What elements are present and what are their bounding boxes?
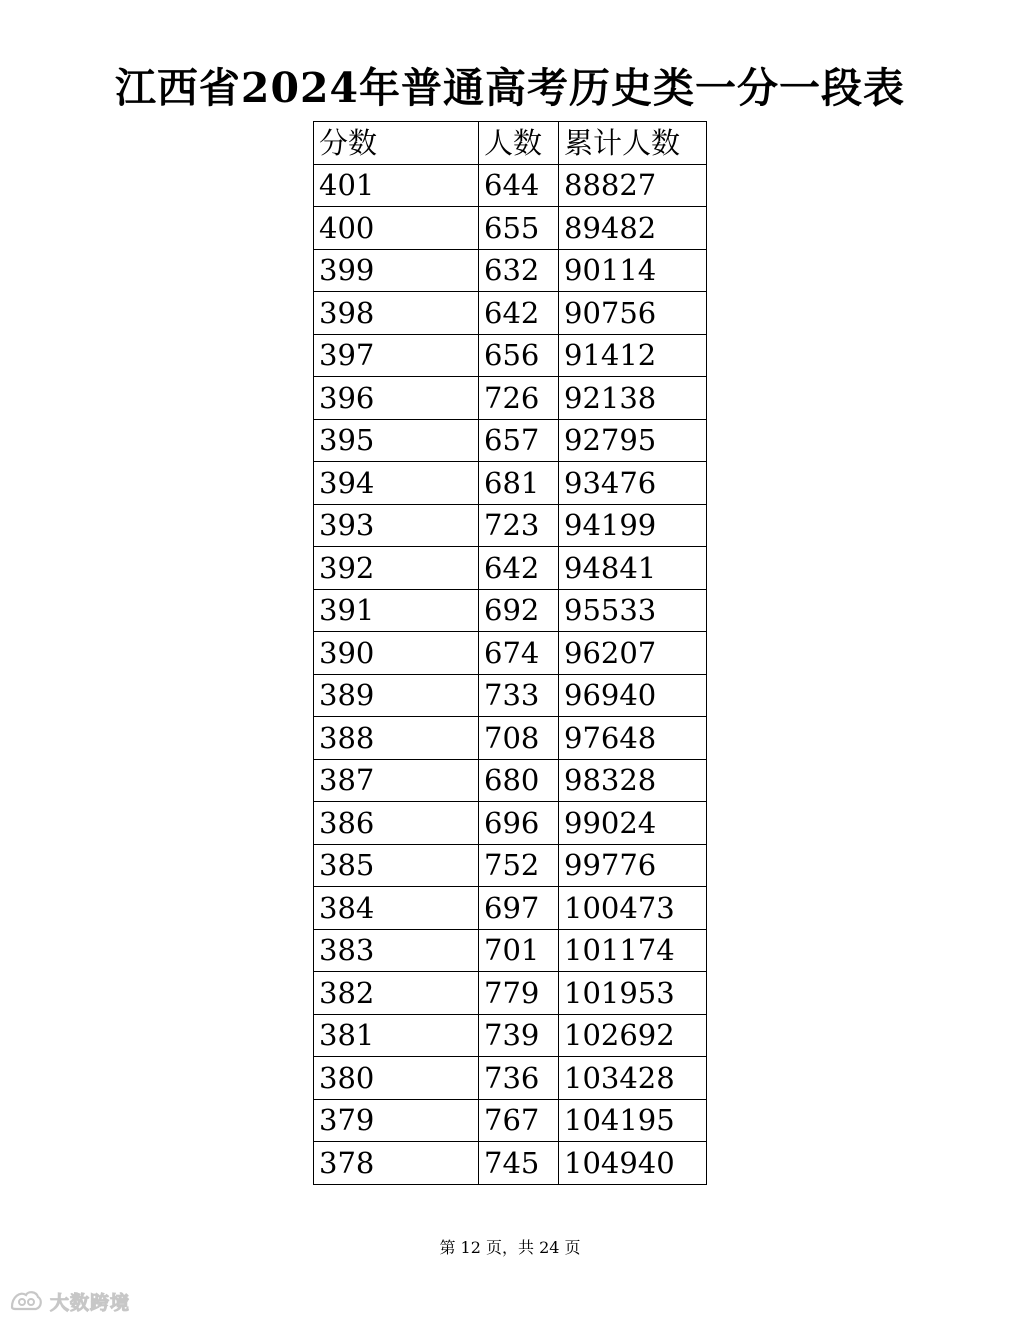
table-row (314, 1057, 707, 1100)
page-title: 江西省2024年普通高考历史类一分一段表 (114, 64, 906, 112)
cell-score: 400 (314, 207, 479, 250)
cell-count: 657 (479, 419, 559, 462)
table-row (314, 1142, 707, 1185)
table-body (314, 164, 707, 1184)
table-row (314, 377, 707, 420)
table-row (314, 419, 707, 462)
cell-cumulative: 102692 (559, 1014, 707, 1057)
cell-cumulative: 103428 (559, 1057, 707, 1100)
cell-score: 398 (314, 292, 479, 335)
table-row (314, 589, 707, 632)
cell-count: 736 (479, 1057, 559, 1100)
table-row (314, 929, 707, 972)
cell-count: 708 (479, 717, 559, 760)
cell-score: 385 (314, 844, 479, 887)
cell-score: 383 (314, 929, 479, 972)
cell-cumulative: 90756 (559, 292, 707, 335)
cell-score: 387 (314, 759, 479, 802)
cell-score: 380 (314, 1057, 479, 1100)
cell-score: 378 (314, 1142, 479, 1185)
table-row (314, 632, 707, 675)
cell-score: 388 (314, 717, 479, 760)
table-row (314, 759, 707, 802)
table-row (314, 1014, 707, 1057)
table-row (314, 887, 707, 930)
cell-score: 399 (314, 249, 479, 292)
cell-score: 395 (314, 419, 479, 462)
cell-cumulative: 96940 (559, 674, 707, 717)
cell-cumulative: 104195 (559, 1099, 707, 1142)
table-row (314, 504, 707, 547)
table-row (314, 674, 707, 717)
cell-count: 674 (479, 632, 559, 675)
cell-count: 701 (479, 929, 559, 972)
cell-score: 390 (314, 632, 479, 675)
cell-score: 389 (314, 674, 479, 717)
cell-cumulative: 97648 (559, 717, 707, 760)
cell-count: 642 (479, 547, 559, 590)
table-row (314, 717, 707, 760)
cell-count: 752 (479, 844, 559, 887)
table-row (314, 164, 707, 207)
table-row (314, 1099, 707, 1142)
cell-cumulative: 91412 (559, 334, 707, 377)
table-row (314, 972, 707, 1015)
cell-score: 397 (314, 334, 479, 377)
cell-cumulative: 100473 (559, 887, 707, 930)
cell-count: 632 (479, 249, 559, 292)
cell-cumulative: 96207 (559, 632, 707, 675)
cell-count: 739 (479, 1014, 559, 1057)
cell-cumulative: 104940 (559, 1142, 707, 1185)
cell-count: 656 (479, 334, 559, 377)
cell-cumulative: 94199 (559, 504, 707, 547)
table-header-row (314, 122, 707, 165)
cell-score: 391 (314, 589, 479, 632)
table-row (314, 547, 707, 590)
header-cumulative: 累计人数 (559, 122, 707, 165)
cell-cumulative: 92795 (559, 419, 707, 462)
cell-count: 642 (479, 292, 559, 335)
cell-count: 733 (479, 674, 559, 717)
cell-cumulative: 101174 (559, 929, 707, 972)
cell-count: 723 (479, 504, 559, 547)
page-footer: 第 12 页，共 24 页 (439, 1238, 581, 1257)
cell-score: 394 (314, 462, 479, 505)
header-score: 分数 (314, 122, 479, 165)
cell-count: 644 (479, 164, 559, 207)
table-row (314, 207, 707, 250)
cell-count: 681 (479, 462, 559, 505)
cell-count: 692 (479, 589, 559, 632)
cell-score: 393 (314, 504, 479, 547)
cell-score: 396 (314, 377, 479, 420)
cell-cumulative: 89482 (559, 207, 707, 250)
cell-score: 384 (314, 887, 479, 930)
cell-count: 726 (479, 377, 559, 420)
cell-cumulative: 98328 (559, 759, 707, 802)
cell-score: 381 (314, 1014, 479, 1057)
cell-score: 386 (314, 802, 479, 845)
cell-cumulative: 101953 (559, 972, 707, 1015)
header-count: 人数 (479, 122, 559, 165)
watermark (8, 1284, 130, 1318)
table-row (314, 844, 707, 887)
cell-count: 697 (479, 887, 559, 930)
cell-cumulative: 90114 (559, 249, 707, 292)
table-row (314, 462, 707, 505)
table-row (314, 334, 707, 377)
cell-score: 392 (314, 547, 479, 590)
cell-count: 655 (479, 207, 559, 250)
cell-score: 379 (314, 1099, 479, 1142)
cell-cumulative: 93476 (559, 462, 707, 505)
cell-cumulative: 88827 (559, 164, 707, 207)
cell-count: 745 (479, 1142, 559, 1185)
cell-count: 779 (479, 972, 559, 1015)
table-row (314, 249, 707, 292)
cell-cumulative: 92138 (559, 377, 707, 420)
score-distribution-table (313, 121, 707, 1185)
table-row (314, 292, 707, 335)
cell-score: 382 (314, 972, 479, 1015)
table-row (314, 802, 707, 845)
cell-cumulative: 99776 (559, 844, 707, 887)
cell-cumulative: 95533 (559, 589, 707, 632)
cell-score: 401 (314, 164, 479, 207)
cell-count: 680 (479, 759, 559, 802)
cell-cumulative: 99024 (559, 802, 707, 845)
cell-count: 767 (479, 1099, 559, 1142)
watermark-text: 大数跨境 (50, 1291, 131, 1314)
brand-logo-icon (8, 1287, 44, 1315)
cell-cumulative: 94841 (559, 547, 707, 590)
cell-count: 696 (479, 802, 559, 845)
